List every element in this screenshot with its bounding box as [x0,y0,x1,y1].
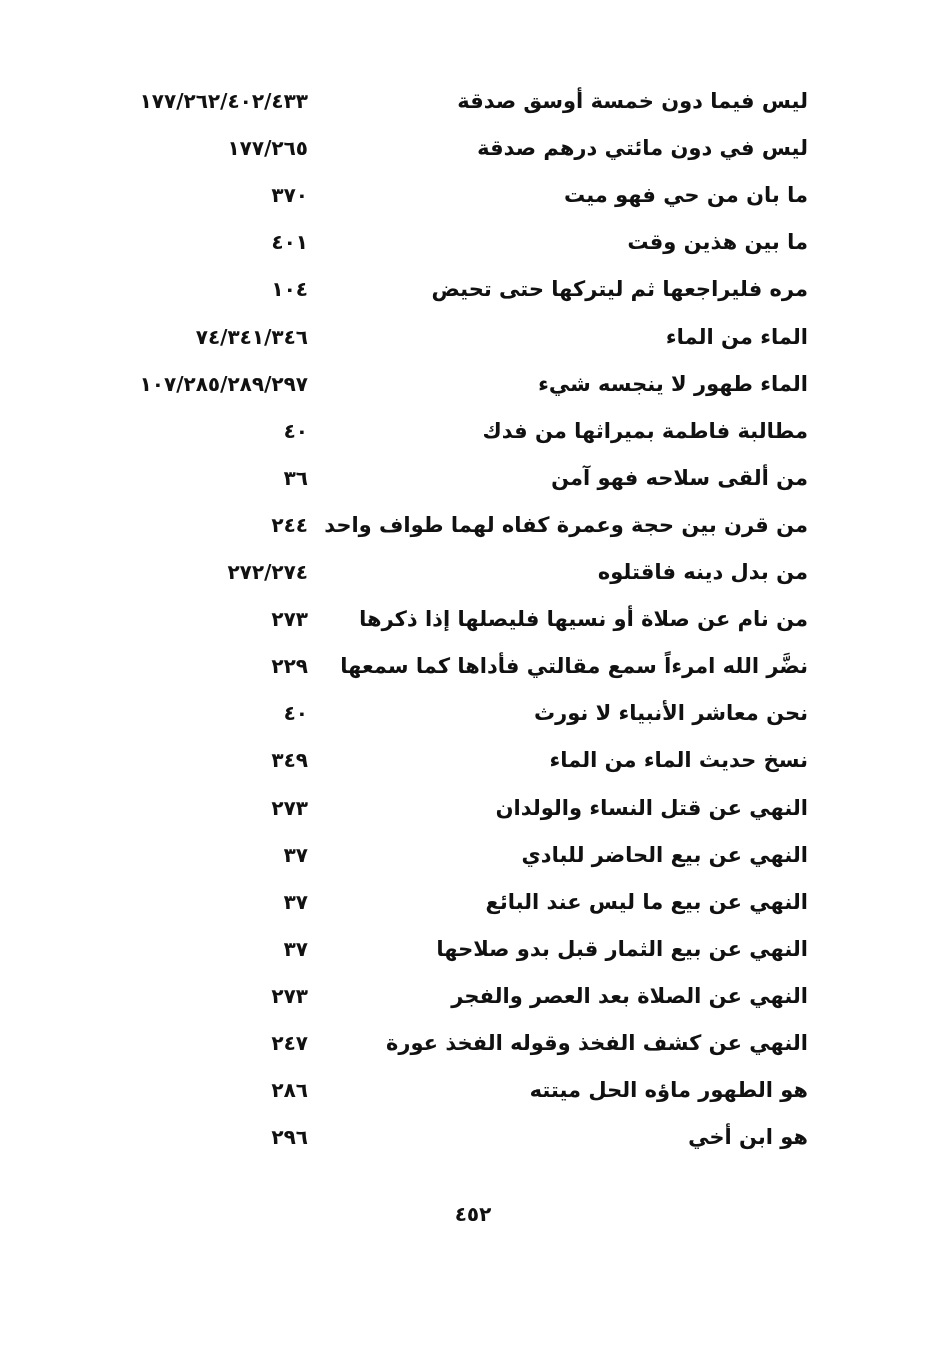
hadith-text: من قرن بين حجة وعمرة كفاه لهما طواف واحد [324,512,808,537]
page-references: ١٠٤ [271,277,308,302]
index-entry [0,1068,946,1112]
index-entry [0,833,946,877]
hadith-text: هو الطهور ماؤه الحل ميتته [529,1078,808,1103]
index-entry [0,927,946,971]
hadith-text: النهي عن بيع ما ليس عند البائع [485,889,808,914]
page-references: ٣٧ [283,936,308,961]
page-references: ٣٧ [283,889,308,914]
index-entry [0,550,946,594]
page-references: ٤٠ [283,418,308,443]
page-references: ٢٤٧ [271,1031,308,1055]
hadith-text: من ألقى سلاحه فهو آمن [551,465,808,490]
page-references: ٣٧ [283,842,308,867]
index-entry [0,79,946,123]
index-entry [0,267,946,311]
page-references: ١٠٧/٢٨٥/٢٨٩/٢٩٧ [139,371,308,396]
page-references: ٣٦ [283,465,308,490]
hadith-text: مطالبة فاطمة بميراثها من فدك [482,418,808,443]
hadith-text: ليس في دون مائتي درهم صدقة [477,136,808,161]
page-references: ٣٧٠ [271,183,308,208]
index-entry [0,315,946,359]
index-entry [0,220,946,264]
page-references: ٤٠ [283,701,308,726]
page-references: ٤٠١ [271,230,308,255]
index-entry [0,362,946,406]
index-entry [0,173,946,217]
page-references: ٢٧٣ [271,607,308,632]
index-entry [0,409,946,453]
index-entry [0,644,946,688]
hadith-text: النهي عن بيع الثمار قبل بدو صلاحها [436,936,808,961]
page-references: ٢٢٩ [271,654,308,679]
hadith-text: نسخ حديث الماء من الماء [549,748,808,773]
index-entry [0,503,946,547]
page-references: ٢٤٤ [271,512,308,537]
page-references: ٢٨٦ [271,1078,308,1103]
hadith-text: مره فليراجعها ثم ليتركها حتى تحيض [431,277,808,302]
hadith-text: نحن معاشر الأنبياء لا نورث [534,701,808,726]
page-references: ٢٩٦ [271,1125,308,1150]
hadith-text: الماء طهور لا ينجسه شيء [538,371,808,396]
hadith-text: نضَّر الله امرءاً سمع مقالتي فأداها كما سمعها [340,654,808,679]
page-references: ٣٤٩ [271,748,308,773]
index-entry [0,880,946,924]
hadith-text: النهي عن بيع الحاضر للبادي [521,842,808,867]
hadith-text: هو ابن أخي [688,1125,808,1150]
hadith-text: النهي عن قتل النساء والولدان [495,795,808,820]
index-entry [0,691,946,735]
index-entry [0,126,946,170]
page-references: ٧٤/٣٤١/٣٤٦ [195,324,308,349]
hadith-text: ما بين هذين وقت [627,230,808,255]
hadith-text: ما بان من حي فهو ميت [563,183,808,208]
index-entry [0,738,946,782]
hadith-text: ليس فيما دون خمسة أوسق صدقة [457,89,808,113]
page-references: ١٧٧/٢٦٢/٤٠٢/٤٣٣ [139,89,308,113]
hadith-text: من نام عن صلاة أو نسيها فليصلها إذا ذكرها [359,607,808,632]
page-references: ٢٧٣ [271,795,308,820]
hadith-text: النهي عن الصلاة بعد العصر والفجر [451,983,808,1008]
page-references: ٢٧٣ [271,983,308,1008]
index-entry [0,1115,946,1159]
hadith-text: من بدل دينه فاقتلوه [597,560,808,584]
index-entry [0,786,946,830]
hadith-text: الماء من الماء [665,324,808,349]
index-entry [0,974,946,1018]
index-entry [0,456,946,500]
hadith-text: النهي عن كشف الفخذ وقوله الفخذ عورة [386,1031,808,1055]
index-entry [0,597,946,641]
page-number: ٤٥٢ [454,1202,492,1226]
page-references: ١٧٧/٢٦٥ [227,136,308,161]
index-entry [0,1021,946,1065]
page-references: ٢٧٢/٢٧٤ [227,560,308,584]
